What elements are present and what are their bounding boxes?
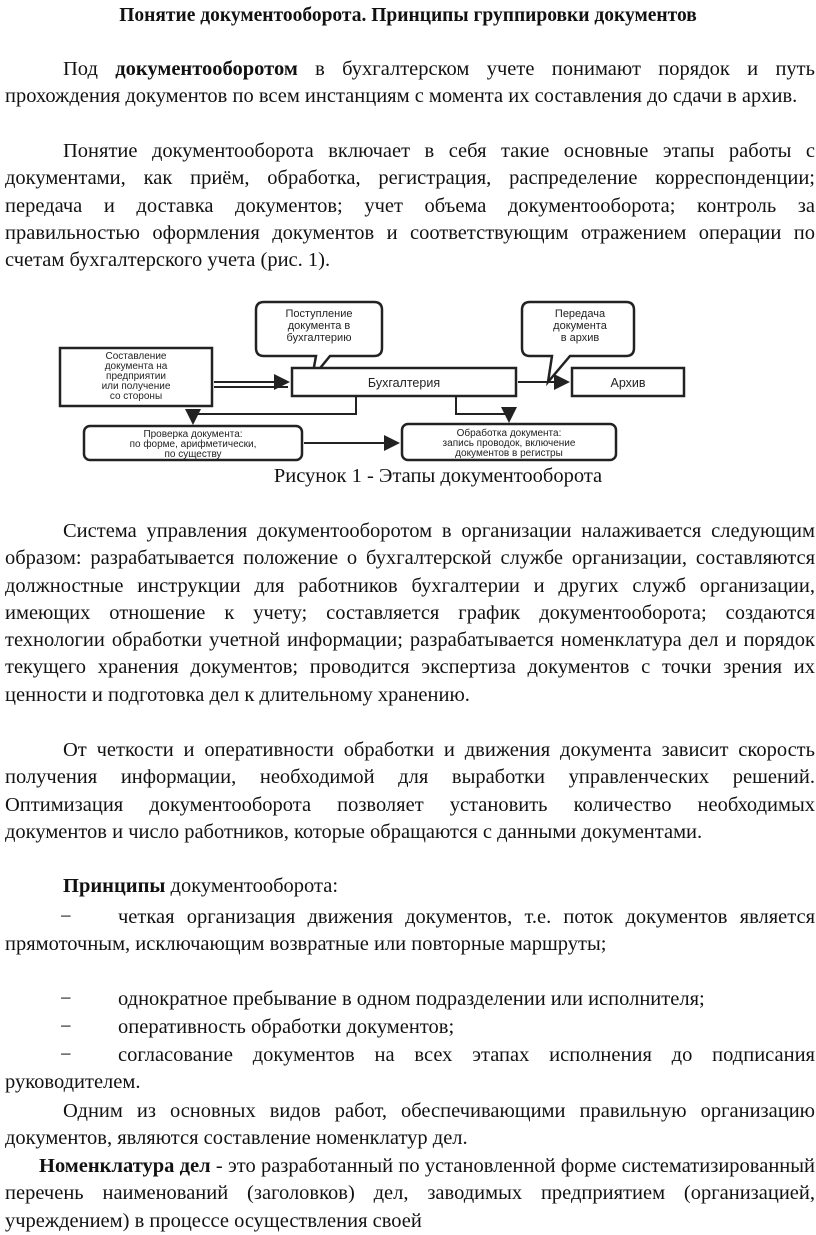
process-line-1: Обработка документа: bbox=[456, 428, 562, 439]
principle-text-1: четкая организация движения документов, т.е. поток документов является прямоточным, исключающим возвратные или повторные маршруты; bbox=[5, 906, 815, 956]
principle-item-3 bbox=[5, 1014, 815, 1041]
paragraph-nomenclature-definition bbox=[5, 1153, 815, 1235]
bubble-right-line-2: документа bbox=[553, 320, 607, 332]
paragraph-system: Система управления документооборотом в организации налаживается следующим образом: разрабатывается положение о бухгалтерской службе организации, составляются должностные инструкции для работников бухгалтерии и других служб организации, имеющих отношение к учету; составляется график документооборота; создаются технологии обработки учетной информации; разрабатывается номенклатура дел и порядок текущего хранения документов; проводится экспертиза документов с точки зрения их ценности и подготовка дел к длительному хранению. bbox=[5, 520, 815, 706]
bubble-left-line-3: бухгалтерию bbox=[286, 332, 352, 344]
paragraph-stages: Понятие документооборота включает в себя такие основные этапы работы с документами, как приём, обработка, регистрация, распределение корреспонденции; передача и доставка документов; учет объема документооборота; контроль за правильностью оформления документов и соответствующим отражением операции по счетам бухгалтерского учета (рис. 1). bbox=[5, 140, 815, 272]
process-line-3: документов в регистры bbox=[455, 448, 563, 459]
p1-post: в бухгалтерском учете понимают порядок и путь прохождения документов по всем инстанциям с момента их составления до сдачи в архив. bbox=[5, 58, 815, 108]
figure-caption: Рисунок 1 - Этапы документооборота bbox=[273, 465, 603, 487]
source-line-1: Составление bbox=[105, 351, 167, 362]
process-line-2: запись проводок, включение bbox=[442, 438, 576, 449]
principle-text-3: оперативность обработки документов; bbox=[118, 1016, 455, 1038]
document-flow-diagram bbox=[56, 296, 716, 464]
box-process bbox=[402, 424, 616, 460]
arrow-accounting-to-check bbox=[193, 397, 356, 423]
bullet-dash: − bbox=[60, 988, 72, 1010]
check-line-2: по форме, арифметически, bbox=[129, 439, 257, 450]
page-title: Понятие документооборота. Принципы группировки документов bbox=[119, 5, 697, 26]
paragraph-efficiency: От четкости и оперативности обработки и движения документа зависит скорость получения информации, необходимой для выработки управленческих решений. Оптимизация документооборота позволяет установить количество необходимых документов и число работников, которые обращаются с данными документами. bbox=[5, 739, 815, 843]
principle-item-1 bbox=[5, 904, 815, 959]
bullet-dash: − bbox=[60, 1044, 72, 1066]
accounting-label: Бухгалтерия bbox=[367, 376, 441, 390]
paragraph-principles-heading bbox=[5, 873, 815, 900]
p5-post: документооборота: bbox=[165, 875, 339, 897]
paragraph-definition bbox=[5, 56, 815, 111]
bubble-receipt bbox=[256, 302, 382, 378]
source-line-5: со стороны bbox=[109, 391, 163, 402]
arrow-accounting-to-process bbox=[456, 397, 509, 421]
bullet-dash: − bbox=[60, 1016, 72, 1038]
source-line-3: предприятии bbox=[106, 371, 166, 382]
bubble-left-line-2: документа в bbox=[287, 320, 351, 332]
p7-post: - это разработанный по установленной форме систематизированный перечень наименований (заголовков) дел, заводимых предприятием (организацией, учреждением) в процессе осуществления своей bbox=[5, 1155, 816, 1232]
term-document-flow: документооборотом bbox=[115, 58, 298, 80]
box-check bbox=[84, 426, 302, 460]
bubble-left-line-1: Поступление bbox=[285, 308, 353, 320]
bullet-dash: − bbox=[60, 906, 72, 928]
source-line-2: документа на bbox=[104, 361, 168, 372]
bubble-right-line-3: в архив bbox=[560, 332, 600, 344]
paragraph-nomenclature-intro: Одним из основных видов работ, обеспечивающими правильную организацию документов, являются составление номенклатур дел. bbox=[5, 1100, 815, 1150]
p1-pre: Под bbox=[63, 58, 116, 80]
archive-label: Архив bbox=[610, 376, 646, 390]
principle-item-2 bbox=[5, 986, 815, 1013]
check-line-3: по существу bbox=[164, 449, 222, 460]
principle-text-4: согласование документов на всех этапах исполнения до подписания руководителем. bbox=[5, 1044, 815, 1094]
principle-text-2: однократное пребывание в одном подразделении или исполнителя; bbox=[118, 988, 705, 1010]
principle-item-4 bbox=[5, 1042, 815, 1097]
term-principles: Принципы bbox=[63, 875, 166, 897]
bubble-right-line-1: Передача bbox=[554, 308, 606, 320]
box-source bbox=[60, 348, 212, 406]
box-archive bbox=[572, 368, 684, 396]
term-nomenclature: Номенклатура дел bbox=[39, 1155, 211, 1177]
source-line-4: или получение bbox=[101, 381, 171, 392]
check-line-1: Проверка документа: bbox=[143, 429, 243, 440]
box-accounting bbox=[292, 368, 516, 396]
